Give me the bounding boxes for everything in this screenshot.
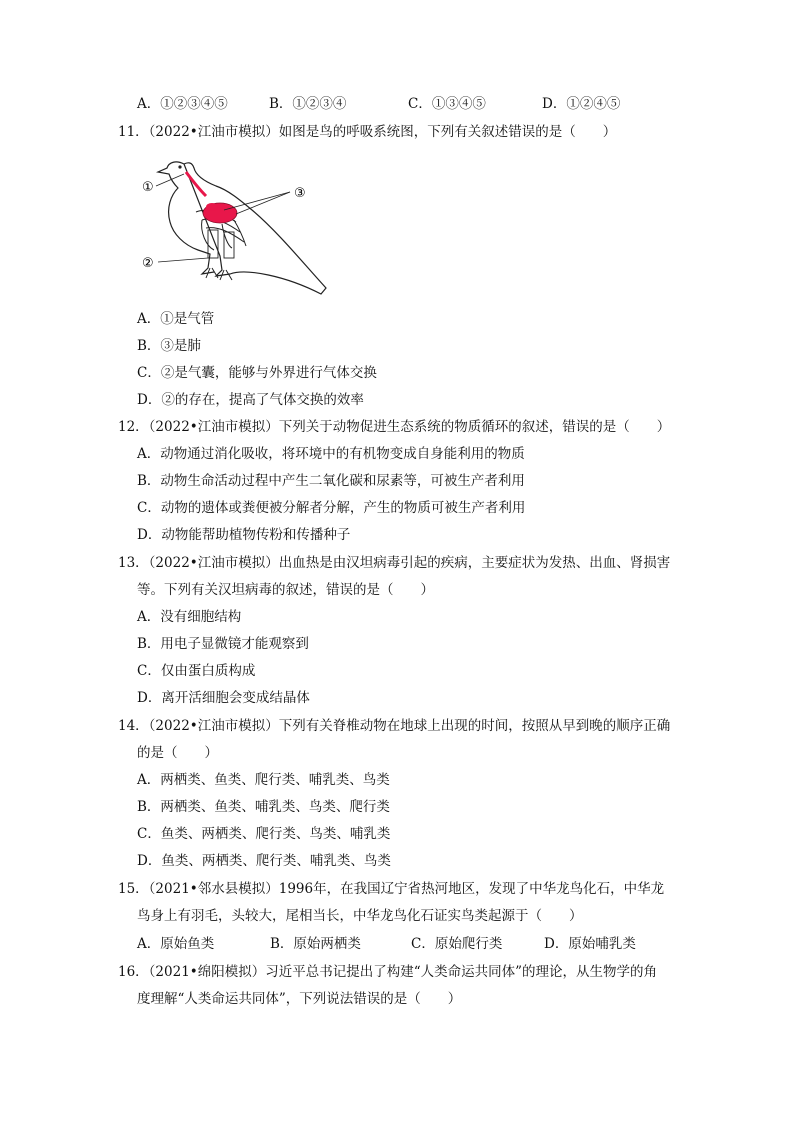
q15-option-c[interactable]: C．原始爬行类	[411, 936, 503, 952]
q13-option-b[interactable]: B．用电子显微镜才能观察到	[137, 636, 309, 652]
trachea	[186, 172, 206, 196]
label-1: ①	[142, 180, 154, 195]
q15-option-a[interactable]: A．原始鱼类	[137, 936, 215, 952]
q11-stem: 11．（2022•江油市模拟）如图是鸟的呼吸系统图，下列有关叙述错误的是（ ）	[118, 124, 617, 140]
label-3: ③	[294, 186, 306, 201]
q12-option-c[interactable]: C．动物的遗体或粪便被分解者分解，产生的物质可被生产者利用	[137, 500, 526, 516]
q13-option-d[interactable]: D．离开活细胞会变成结晶体	[137, 690, 310, 706]
q11-option-b[interactable]: B．③是肺	[137, 338, 201, 354]
q16-stem-line1: 16．（2021•绵阳模拟）习近平总书记提出了构建“人类命运共同体”的理论，从生物学的角	[118, 964, 658, 980]
q13-stem-line2: 等。下列有关汉坦病毒的叙述，错误的是（ ）	[137, 582, 434, 598]
q14-option-a[interactable]: A．两栖类、鱼类、爬行类、哺乳类、鸟类	[137, 772, 390, 788]
prev-option-c[interactable]: C．①③④⑤	[408, 96, 486, 112]
bird-eye	[178, 165, 181, 168]
q14-option-d[interactable]: D．鱼类、两栖类、爬行类、哺乳类、鸟类	[137, 853, 391, 869]
q11-option-d[interactable]: D．②的存在，提高了气体交换的效率	[137, 392, 364, 408]
q11-option-c[interactable]: C．②是气囊，能够与外界进行气体交换	[137, 365, 377, 381]
leader-3a	[224, 192, 290, 210]
q12-option-d[interactable]: D．动物能帮助植物传粉和传播种子	[137, 527, 351, 543]
bird-outline	[158, 162, 326, 294]
q14-stem-line2: 的是（ ）	[137, 745, 218, 761]
q11-option-a[interactable]: A．①是气管	[137, 311, 215, 327]
q12-option-b[interactable]: B．动物生命活动过程中产生二氧化碳和尿素等，可被生产者利用	[137, 473, 525, 489]
q15-options-row	[137, 934, 636, 954]
bird-respiratory-figure	[136, 150, 336, 298]
q15-option-b[interactable]: B．原始两栖类	[270, 936, 361, 952]
q13-option-a[interactable]: A．没有细胞结构	[137, 609, 242, 625]
q12-option-a[interactable]: A．动物通过消化吸收，将环境中的有机物变成自身能利用的物质	[137, 446, 525, 462]
q13-option-c[interactable]: C．仅由蛋白质构成	[137, 663, 256, 679]
label-2: ②	[142, 256, 154, 271]
q15-option-d[interactable]: D．原始哺乳类	[544, 936, 636, 952]
prev-option-a[interactable]: A．①②③④⑤	[137, 96, 228, 112]
prev-options-row	[137, 94, 620, 114]
q15-stem-line2: 鸟身上有羽毛，头较大，尾相当长，中华龙鸟化石证实鸟类起源于（ ）	[137, 908, 583, 924]
q12-stem: 12．（2022•江油市模拟）下列关于动物促进生态系统的物质循环的叙述，错误的是（ ）	[118, 419, 671, 435]
prev-option-d[interactable]: D．①②④⑤	[542, 96, 621, 112]
q14-option-b[interactable]: B．两栖类、鱼类、哺乳类、鸟类、爬行类	[137, 799, 390, 815]
q13-stem-line1: 13．（2022•江油市模拟）出血热是由汉坦病毒引起的疾病，主要症状为发热、出血、肾损害	[118, 555, 671, 571]
q16-stem-line2: 度理解“人类命运共同体”，下列说法错误的是（ ）	[137, 991, 462, 1007]
leader-2	[158, 258, 208, 262]
q14-stem-line1: 14．（2022•江油市模拟）下列有关脊椎动物在地球上出现的时间，按照从早到晚的顺序正确	[118, 718, 671, 734]
q14-option-c[interactable]: C．鱼类、两栖类、爬行类、鸟类、哺乳类	[137, 826, 391, 842]
q15-stem-line1: 15．（2021•邻水县模拟）1996年，在我国辽宁省热河地区，发现了中华龙鸟化石，中华龙	[118, 881, 665, 897]
prev-option-b[interactable]: B．①②③④	[269, 96, 347, 112]
